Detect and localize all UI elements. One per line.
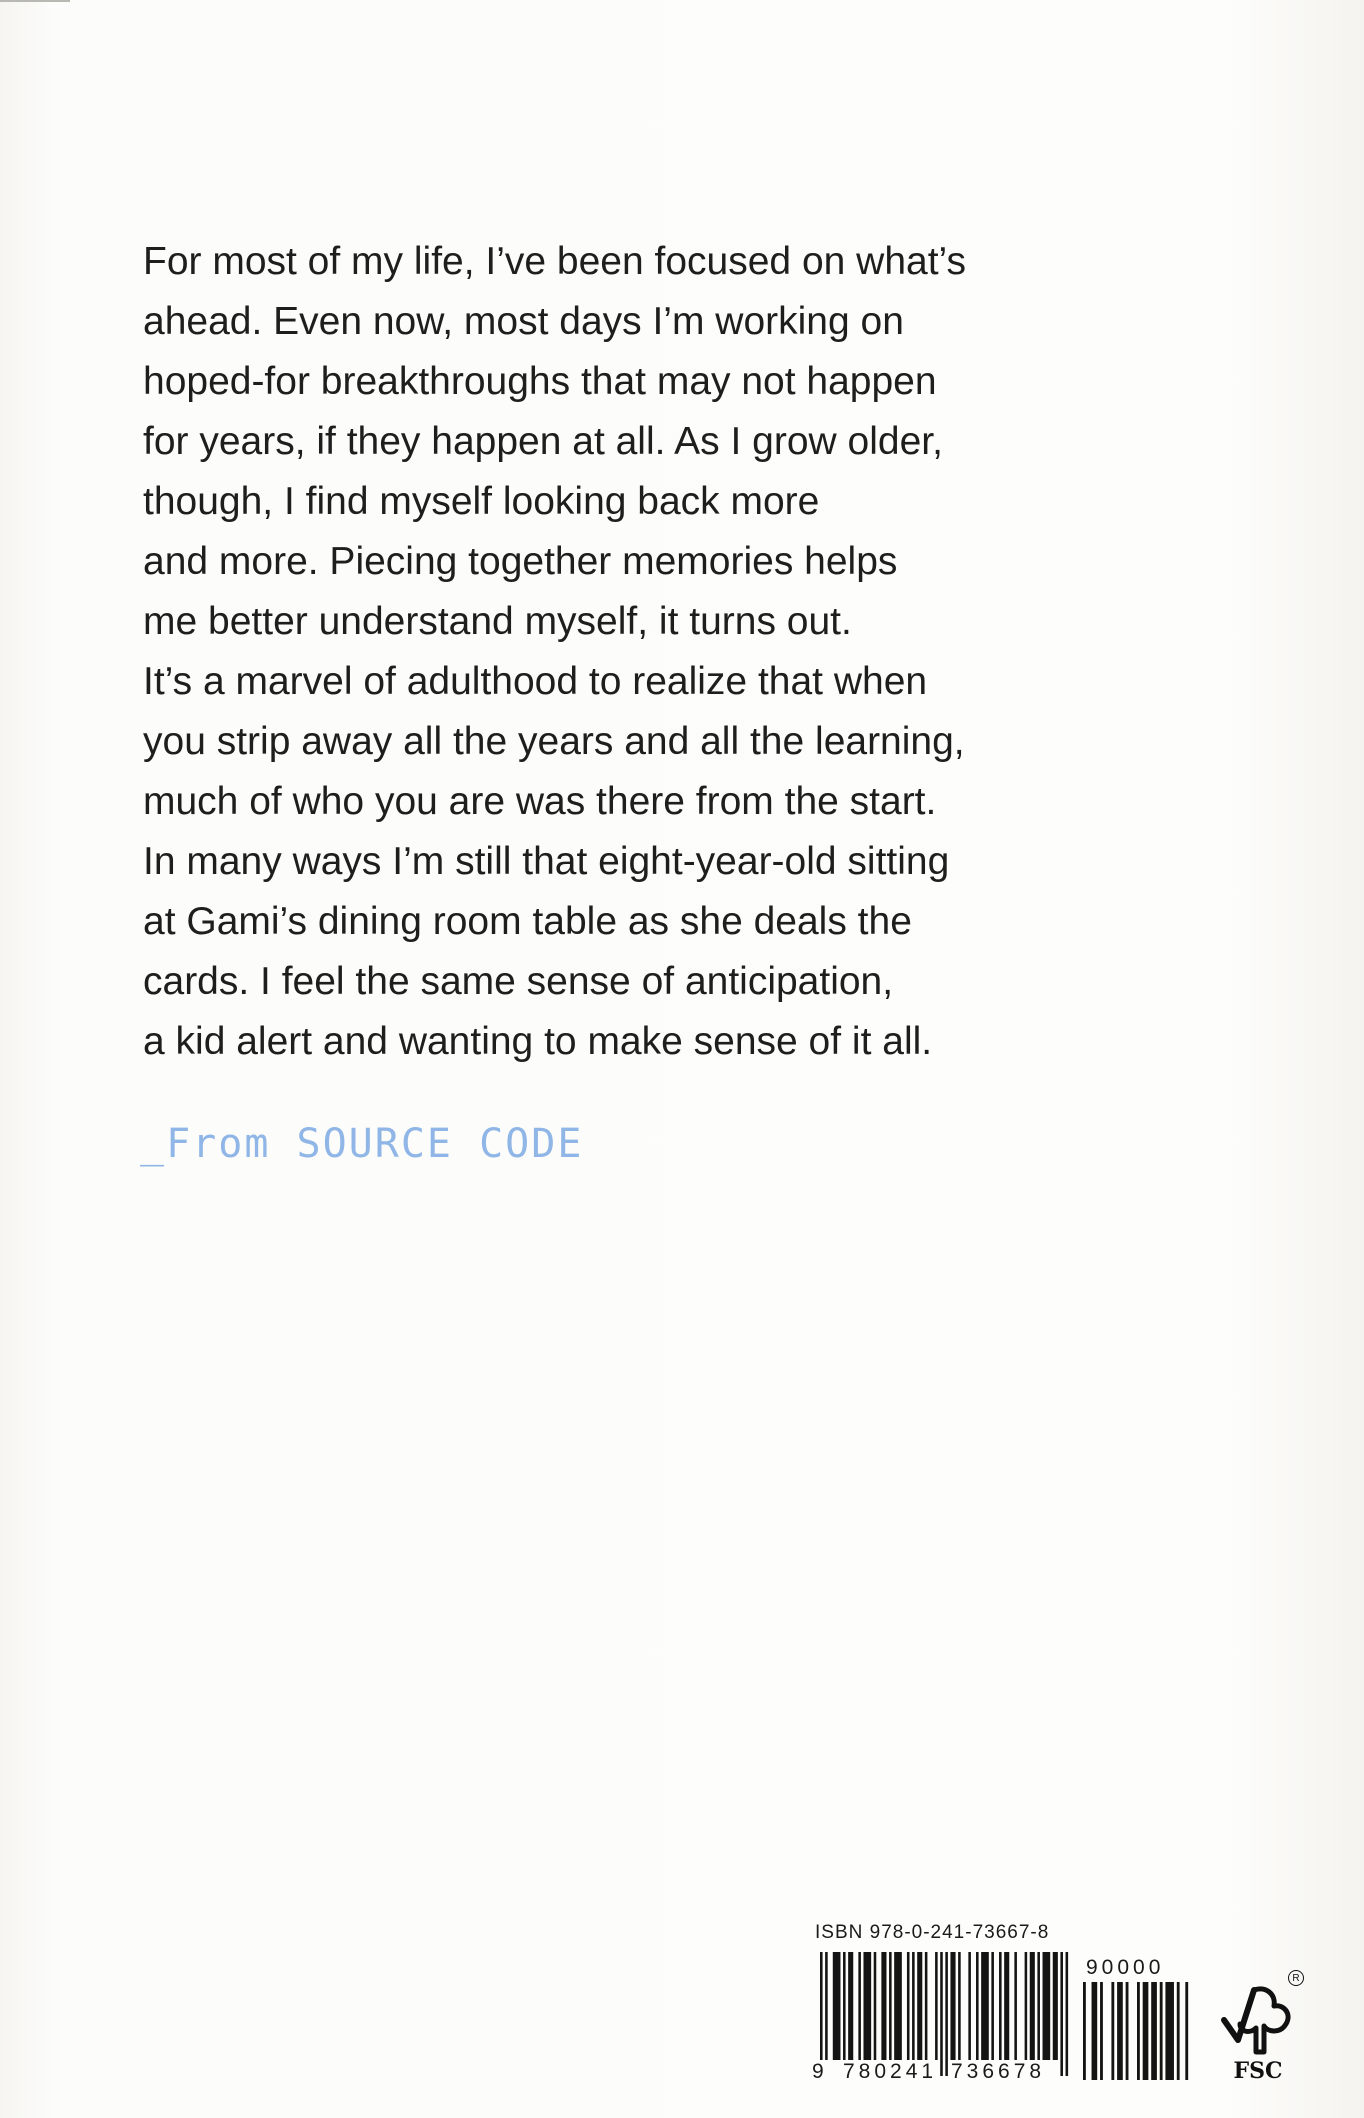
quote-line: hoped-for breakthroughs that may not happen	[143, 360, 937, 403]
barcode-bar	[1177, 1982, 1180, 2080]
barcode-bar	[1004, 1952, 1009, 2060]
quote-line: ahead. Even now, most days I’m working on	[143, 300, 904, 343]
barcode-bar	[1037, 1952, 1040, 2060]
quote-line: at Gami’s dining room table as she deals the	[143, 900, 912, 943]
barcode-bar	[1151, 1982, 1157, 2080]
barcode-right-digits: 736678	[948, 2060, 1048, 2084]
barcode-bar	[1083, 1982, 1086, 2080]
barcode-bar	[912, 1952, 915, 2060]
barcode-bar	[1043, 1952, 1051, 2060]
barcode-bar	[917, 1952, 922, 2060]
quote-line: though, I find myself looking back more	[143, 480, 820, 523]
fsc-label: FSC	[1233, 2058, 1283, 2084]
quote-line: and more. Piecing together memories helps	[143, 540, 898, 583]
barcode-bar	[843, 1952, 846, 2060]
barcode-bar	[1126, 1982, 1129, 2080]
barcode-bar	[1060, 1952, 1063, 2076]
barcode-bar	[925, 1952, 928, 2060]
quote-line: me better understand myself, it turns out.	[143, 600, 852, 643]
registered-trademark-mark: R	[1288, 1970, 1304, 1986]
barcode-bar	[907, 1952, 910, 2060]
edge-mark	[0, 0, 70, 2]
barcode-left-digits: 780241	[840, 2060, 940, 2084]
barcode-bar	[968, 1952, 971, 2060]
barcode-lead-digit: 9	[812, 2060, 828, 2083]
quote-attribution: _From SOURCE CODE	[140, 1121, 584, 1167]
barcode-bar	[935, 1952, 938, 2060]
barcode-block	[800, 1912, 1320, 2092]
barcode-bar	[1025, 1952, 1028, 2060]
barcode-bar	[1117, 1982, 1123, 2080]
barcode-bar	[894, 1952, 902, 2060]
barcode-bar	[863, 1952, 871, 2060]
barcode-bar	[1143, 1982, 1149, 2080]
barcode-bar	[1014, 1952, 1017, 2060]
barcode-bar	[1111, 1982, 1114, 2080]
barcode-bar	[999, 1952, 1002, 2060]
quote-line: much of who you are was there from the start.	[143, 780, 937, 823]
barcode-bar	[833, 1952, 841, 2060]
quote-line: for years, if they happen at all. As I grow older,	[143, 420, 943, 463]
barcode-bar	[825, 1952, 828, 2076]
quote-line: In many ways I’m still that eight-year-old sitting	[143, 840, 950, 883]
barcode-bar	[958, 1952, 961, 2060]
barcode-bar	[820, 1952, 823, 2076]
blurb-quote	[143, 232, 1143, 1072]
barcode-bar	[1100, 1982, 1103, 2080]
addon-digits: 90000	[1086, 1956, 1165, 1979]
barcode-bar	[1030, 1952, 1035, 2060]
quote-line: a kid alert and wanting to make sense of it all.	[143, 1020, 933, 1063]
quote-line: cards. I feel the same sense of anticipation,	[143, 960, 894, 1003]
isbn-label: ISBN 978-0-241-73667-8	[815, 1922, 1050, 1943]
barcode-bar	[945, 1952, 948, 2076]
barcode-bar	[1185, 1982, 1188, 2080]
barcode-bar	[1092, 1982, 1098, 2080]
barcode-bar	[1160, 1982, 1163, 2080]
barcode-bar	[1137, 1982, 1140, 2080]
quote-line: It’s a marvel of adulthood to realize that when	[143, 660, 928, 703]
quote-line: you strip away all the years and all the learning,	[143, 720, 965, 763]
barcode-bar	[991, 1952, 994, 2060]
barcode-bar	[1165, 1982, 1174, 2080]
barcode-bar	[950, 1952, 955, 2060]
barcode-bar	[976, 1952, 979, 2060]
barcode-bar	[848, 1952, 853, 2060]
barcode-bar	[881, 1952, 886, 2060]
barcode-bar	[981, 1952, 989, 2060]
barcode-bar	[858, 1952, 861, 2060]
barcode-bar	[940, 1952, 943, 2076]
barcode-bar	[1053, 1952, 1058, 2060]
barcode-bar	[889, 1952, 892, 2060]
barcode-bar	[1066, 1952, 1069, 2076]
barcode-bar	[874, 1952, 877, 2060]
quote-line: For most of my life, I’ve been focused on what’s	[143, 240, 966, 283]
